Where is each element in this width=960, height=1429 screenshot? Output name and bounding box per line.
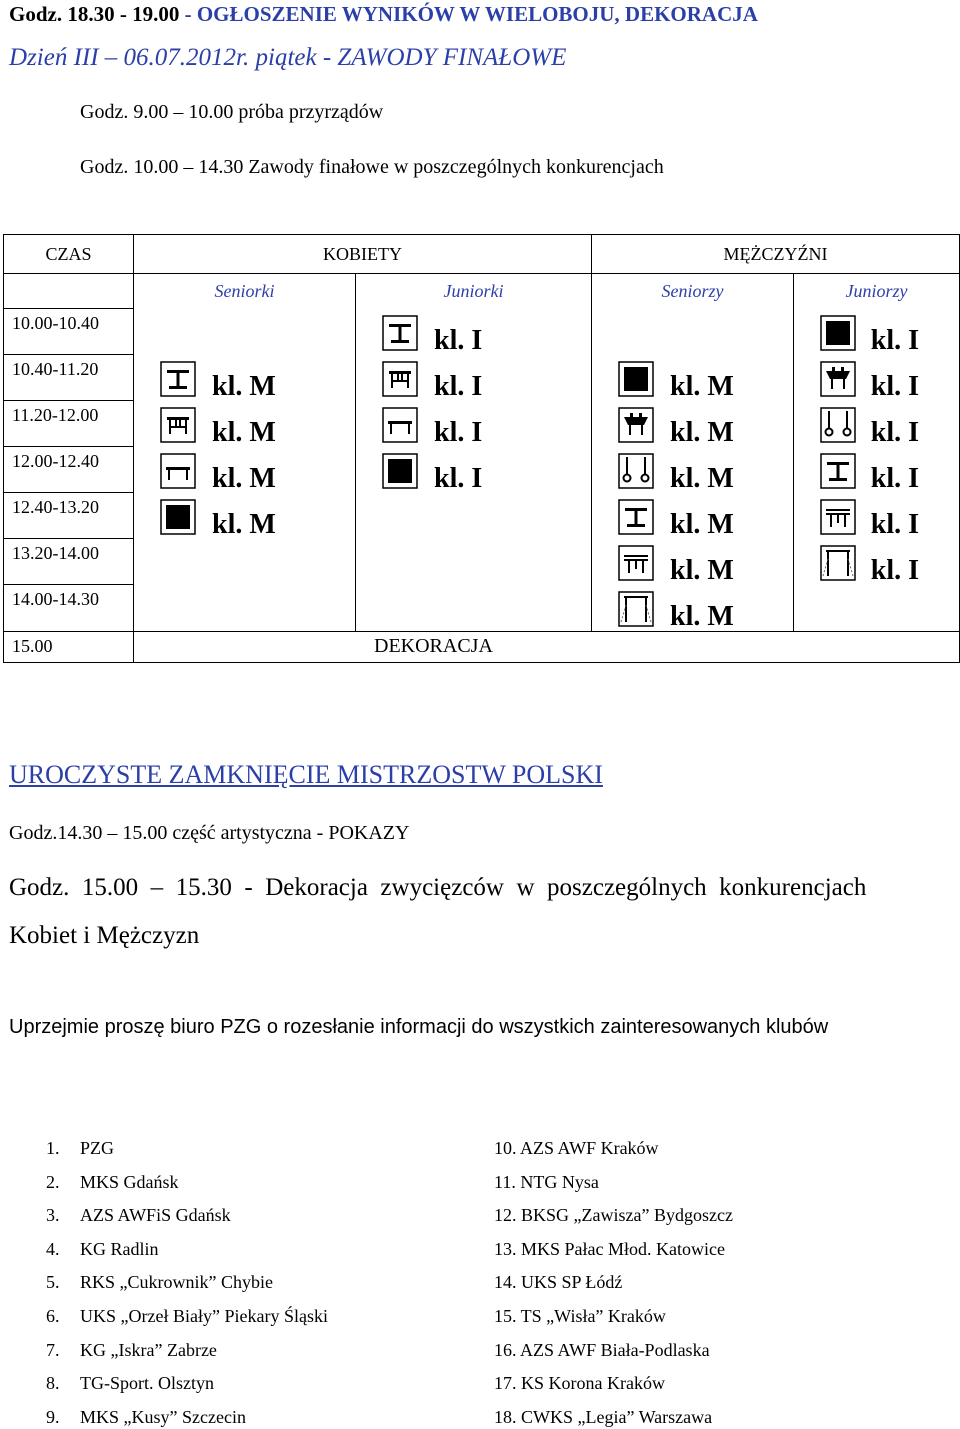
table-row — [4, 401, 960, 447]
schedule-cell — [356, 447, 592, 493]
schedule-cell-content — [794, 539, 959, 585]
class-label: kl. I — [434, 462, 483, 494]
class-label: kl. M — [212, 508, 276, 540]
schedule-cell — [356, 355, 592, 401]
time-cell — [4, 309, 134, 355]
balance-beam-icon — [820, 453, 856, 489]
club-item: 14. UKS SP Łódź — [494, 1272, 623, 1293]
schedule-cell-content — [356, 539, 591, 585]
schedule-cell — [134, 401, 356, 447]
schedule-cell — [134, 539, 356, 585]
schedule-cell — [794, 309, 960, 355]
schedule-cell-content — [134, 585, 355, 631]
balance-beam-icon — [382, 315, 418, 351]
club-item: 15. TS „Wisła” Kraków — [494, 1306, 666, 1326]
schedule-cell-content — [794, 355, 959, 401]
schedule-cell-content — [592, 539, 793, 585]
dekoracja-line-2: Kobiet i Mężczyzn — [9, 922, 200, 949]
time-blank — [4, 274, 134, 309]
category-header-2: Seniorzy — [592, 274, 794, 309]
header-announcement: - OGŁOSZENIE WYNIKÓW W WIELOBOJU, DEKORACJA — [179, 2, 758, 26]
rings-icon — [820, 407, 856, 443]
table-row — [4, 585, 960, 632]
time-label: 10.40-11.20 — [12, 359, 99, 379]
class-label: kl. M — [670, 508, 734, 540]
parallel-bars-icon — [618, 545, 654, 581]
club-item: 11. NTG Nysa — [494, 1171, 599, 1192]
class-label: kl. I — [434, 324, 483, 356]
schedule-cell — [356, 493, 592, 539]
floor-icon — [160, 499, 196, 535]
club-name: RKS „Cukrownik” Chybie — [80, 1272, 273, 1293]
time-cell — [4, 401, 134, 447]
class-label: kl. I — [434, 416, 483, 448]
schedule-cell-content — [592, 401, 793, 447]
schedule-cell-content — [592, 585, 793, 631]
schedule-cell — [134, 447, 356, 493]
col-time-header: CZAS — [4, 235, 134, 274]
time-cell — [4, 539, 134, 585]
class-label: kl. M — [670, 416, 734, 448]
request-text: Uprzejmie proszę biuro PZG o rozesłanie informacji do wszystkich zainteresowanych klubów — [9, 1016, 829, 1038]
club-number: 1. — [46, 1138, 60, 1158]
parallel-bars-icon — [820, 499, 856, 535]
club-name: MKS Gdańsk — [80, 1171, 179, 1192]
club-name: TG-Sport. Olsztyn — [80, 1373, 214, 1394]
schedule-cell-content — [592, 447, 793, 493]
class-label: kl. I — [870, 416, 919, 448]
table-row — [4, 539, 960, 585]
class-label: kl. I — [870, 508, 919, 540]
schedule-cell-content — [356, 401, 591, 447]
balance-beam-icon — [618, 499, 654, 535]
schedule-cell — [794, 355, 960, 401]
class-label: kl. M — [212, 416, 276, 448]
schedule-cell — [592, 401, 794, 447]
class-label: kl. I — [870, 554, 919, 586]
uneven-bars-icon — [382, 407, 418, 443]
club-item: 16. AZS AWF Biała-Podlaska — [494, 1339, 710, 1360]
club-item — [46, 1138, 114, 1159]
schedule-cell — [356, 539, 592, 585]
class-label: kl. M — [212, 462, 276, 494]
class-label: kl. M — [670, 370, 734, 402]
schedule-cell-content — [794, 309, 959, 355]
schedule-cell — [592, 309, 794, 355]
pommel-horse-icon — [618, 407, 654, 443]
header-time: Godz. 18.30 - 19.00 — [9, 2, 180, 26]
col-women-header: KOBIETY — [134, 235, 592, 274]
class-label: kl. M — [670, 554, 734, 586]
club-number: 7. — [46, 1339, 60, 1360]
schedule-cell-content — [794, 447, 959, 493]
schedule-cell-content — [134, 493, 355, 539]
floor-icon — [820, 315, 856, 351]
table-row — [4, 309, 960, 355]
schedule-cell — [794, 401, 960, 447]
schedule-cell-content — [134, 401, 355, 447]
schedule-cell — [592, 355, 794, 401]
category-header-1: Juniorki — [356, 274, 592, 309]
schedule-cell — [592, 585, 794, 632]
rings-icon — [618, 453, 654, 489]
club-number: 5. — [46, 1272, 60, 1293]
club-name: KG „Iskra” Zabrze — [80, 1339, 217, 1360]
club-number: 3. — [46, 1205, 60, 1226]
category-header-3: Juniorzy — [794, 274, 960, 309]
schedule-cell — [592, 447, 794, 493]
schedule-cell-content — [356, 447, 591, 493]
table-row — [4, 355, 960, 401]
club-name: KG Radlin — [80, 1238, 159, 1259]
schedule-cell-content — [592, 355, 793, 401]
category-header-0: Seniorki — [134, 274, 356, 309]
schedule-cell-content — [134, 355, 355, 401]
schedule-cell-content — [134, 447, 355, 493]
club-item: 17. KS Korona Kraków — [494, 1373, 665, 1394]
club-item — [46, 1172, 179, 1193]
time-cell — [4, 447, 134, 493]
schedule-cell — [134, 493, 356, 539]
schedule-cell — [134, 355, 356, 401]
club-name: MKS „Kusy” Szczecin — [80, 1406, 246, 1427]
club-number: 9. — [46, 1406, 60, 1427]
schedule-cell — [356, 401, 592, 447]
time-label: 14.00-14.30 — [12, 589, 99, 609]
schedule-cell — [794, 493, 960, 539]
class-label: kl. I — [434, 370, 483, 402]
class-label: kl. M — [670, 600, 734, 632]
time-label: 10.00-10.40 — [12, 313, 99, 333]
club-item: 12. BKSG „Zawisza” Bydgoszcz — [494, 1205, 733, 1226]
schedule-cell — [134, 585, 356, 632]
club-name: UKS „Orzeł Biały” Piekary Śląski — [80, 1306, 328, 1326]
schedule-cell — [356, 309, 592, 355]
schedule-cell-content — [592, 309, 793, 355]
schedule-cell — [592, 539, 794, 585]
class-label: kl. M — [670, 462, 734, 494]
pokazy-line: Godz.14.30 – 15.00 część artystyczna - POKAZY — [9, 822, 410, 844]
table-row — [4, 447, 960, 493]
club-item: 10. AZS AWF Kraków — [494, 1138, 659, 1158]
col-men-header: MĘŻCZYŹNI — [592, 235, 960, 274]
club-item — [46, 1272, 273, 1293]
schedule-cell-content — [356, 493, 591, 539]
high-bar-icon — [618, 591, 654, 627]
club-number: 8. — [46, 1373, 60, 1394]
schedule-cell — [794, 539, 960, 585]
day-title: Dzień III – 06.07.2012r. piątek - ZAWODY FINAŁOWE — [9, 44, 567, 71]
schedule-table — [3, 234, 960, 663]
time-label: 11.20-12.00 — [12, 405, 99, 425]
floor-icon — [618, 361, 654, 397]
club-item — [46, 1373, 214, 1394]
club-item — [46, 1340, 217, 1361]
schedule-cell — [794, 585, 960, 632]
club-name: AZS AWFiS Gdańsk — [80, 1205, 231, 1226]
vault-icon — [160, 407, 196, 443]
schedule-cell-content — [592, 493, 793, 539]
time-cell — [4, 585, 134, 632]
final-time-cell: 15.00 — [4, 631, 134, 662]
table-row — [4, 493, 960, 539]
schedule-cell — [356, 585, 592, 632]
club-item — [46, 1205, 231, 1226]
club-item: 18. CWKS „Legia” Warszawa — [494, 1406, 713, 1427]
high-bar-icon — [820, 545, 856, 581]
header-line-1 — [9, 2, 758, 27]
schedule-cell-content — [356, 309, 591, 355]
schedule-cell-content — [794, 401, 959, 447]
dekoracja-line-1: Godz. 15.00 – 15.30 - Dekoracja zwycięzców w poszczególnych konkurencjach — [9, 874, 867, 901]
schedule-cell-content — [356, 355, 591, 401]
vault-icon — [382, 361, 418, 397]
schedule-cell — [592, 493, 794, 539]
finals-line: Godz. 10.00 – 14.30 Zawody finałowe w poszczególnych konkurencjach — [80, 156, 664, 178]
time-cell — [4, 493, 134, 539]
club-item: 13. MKS Pałac Młod. Katowice — [494, 1238, 725, 1259]
club-name: PZG — [80, 1138, 115, 1158]
club-number: 6. — [46, 1306, 60, 1326]
class-label: kl. M — [212, 370, 276, 402]
schedule-cell-content — [794, 585, 959, 631]
class-label: kl. I — [870, 462, 919, 494]
floor-icon — [382, 453, 418, 489]
time-label: 12.00-12.40 — [12, 451, 99, 471]
balance-beam-icon — [160, 361, 196, 397]
dekoracja-cell — [134, 631, 960, 662]
time-label: 12.40-13.20 — [12, 497, 99, 517]
pommel-horse-icon — [820, 361, 856, 397]
class-label: kl. I — [870, 370, 919, 402]
time-cell — [4, 355, 134, 401]
schedule-cell-content — [356, 585, 591, 631]
club-item — [46, 1407, 246, 1428]
club-item — [46, 1306, 328, 1327]
practice-line: Godz. 9.00 – 10.00 próba przyrządów — [80, 101, 384, 123]
schedule-cell-content — [134, 309, 355, 355]
schedule-cell — [794, 447, 960, 493]
schedule-cell-content — [794, 493, 959, 539]
closing-title: UROCZYSTE ZAMKNIĘCIE MISTRZOSTW POLSKI — [9, 760, 603, 789]
uneven-bars-icon — [160, 453, 196, 489]
schedule-cell — [134, 309, 356, 355]
club-item — [46, 1239, 159, 1260]
club-number: 2. — [46, 1171, 60, 1192]
dekoracja-label: DEKORACJA — [374, 635, 493, 657]
club-number: 4. — [46, 1238, 60, 1259]
time-label: 13.20-14.00 — [12, 543, 99, 563]
schedule-cell-content — [134, 539, 355, 585]
class-label: kl. I — [870, 324, 919, 356]
